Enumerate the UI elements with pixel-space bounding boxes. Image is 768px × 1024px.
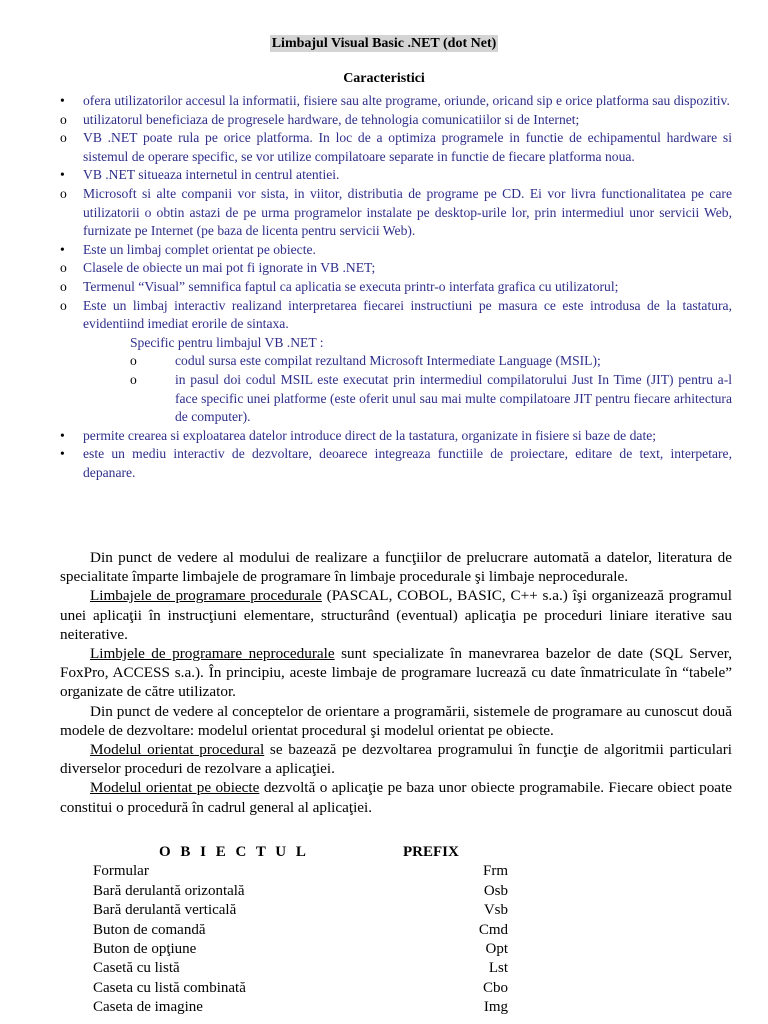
table-row: Formular Frm — [93, 863, 508, 880]
bullet-marker: o — [60, 260, 67, 276]
paragraph: Din punct de vedere al conceptelor de orientare a programării, sistemele de programare au cunoscut două modele de dezvoltare: modelul orientat procedural şi modelul orientat pe obiecte. — [60, 702, 732, 739]
list-item: o Este un limbaj interactiv realizand interpretarea fiecarei instructiuni pe masura ce este introdusa de la tastatura, evidentiind imediat erorile de sintaxa. — [60, 297, 732, 332]
list-item: o Microsoft si alte companii vor sista, in viitor, distributia de programe pe CD. Ei vor livra functionalitatea pe care utilizatorii o obtin astazi de pe urma programelor instalate pe desktop-urile lor, prin intermediul unor servicii Web, furnizate pe Internet (pe baza de licenta pentru servicii Web). — [60, 185, 732, 239]
bullet-marker: • — [60, 167, 65, 183]
bullet-marker: o — [60, 111, 67, 127]
column-header-prefix: PREFIX — [403, 844, 459, 860]
table-row: Caseta de imagine Img — [93, 999, 508, 1016]
bullet-marker: o — [60, 185, 67, 201]
table-row: Bară derulantă orizontală Osb — [93, 882, 508, 899]
table-row: Bară derulantă verticală Vsb — [93, 902, 508, 919]
section-heading: Caracteristici — [343, 71, 425, 86]
bullet-marker: o — [130, 371, 137, 387]
list-item: • permite crearea si exploatarea datelor introduce direct de la tastatura, organizate in fisiere si baze de date; — [60, 427, 732, 446]
column-header-object: O B I E C T U L — [159, 844, 309, 860]
bullet-marker: • — [60, 427, 65, 443]
bullet-marker: • — [60, 446, 65, 462]
sub-list-item: o in pasul doi codul MSIL este executat prin intermediul compilatorului Just In Time (JIT) pentru a-l face specific unei platforme (este oferit unul sau mai multe compilatoare JIT pentru fiecare arhitectura de computer). — [130, 371, 732, 425]
specific-heading: Specific pentru limbajul VB .NET : — [130, 334, 324, 350]
list-item: o utilizatorul beneficiaza de progresele hardware, de tehnologia comunicatiilor si de Internet; — [60, 111, 732, 130]
paragraph: Limbajele de programare procedurale (PASCAL, COBOL, BASIC, C++ s.a.) îşi organizează programul unei aplicaţii în instrucţiuni elementare, structurând (eventual) aplicaţia pe proceduri liniare iterative sau neiterative. — [60, 587, 732, 643]
table-header — [93, 843, 513, 862]
body-text — [60, 548, 732, 817]
bullet-marker: o — [130, 353, 137, 369]
prefix-table — [93, 843, 513, 1018]
list-item: o Termenul “Visual” semnifica faptul ca aplicatia se executa printr-o interfata grafica cu utilizatorul; — [60, 278, 732, 297]
bullet-marker: o — [60, 130, 67, 146]
list-item: • ofera utilizatorilor accesul la informatii, fisiere sau alte programe, oriunde, oricand sip e orice platforma sau dispozitiv. — [60, 92, 732, 111]
bullet-marker: o — [60, 297, 67, 313]
table-row: Casetă cu listă Lst — [93, 960, 508, 977]
paragraph: Din punct de vedere al modului de realizare a funcţiilor de prelucrare automată a datelor, literatura de specialitate împarte limbajele de programare în limbaje procedurale şi limbaje neprocedurale. — [60, 549, 732, 586]
list-item: o Clasele de obiecte un mai pot fi ignorate in VB .NET; — [60, 259, 732, 278]
characteristics-list — [60, 92, 732, 482]
bullet-marker: o — [60, 278, 67, 294]
table-row: Buton de opţiune Opt — [93, 941, 508, 958]
document-title: Limbajul Visual Basic .NET (dot Net) — [271, 36, 497, 51]
sub-list-item: o codul sursa este compilat rezultand Microsoft Intermediate Language (MSIL); — [60, 352, 732, 371]
paragraph: Limbjele de programare neprocedurale sunt specializate în manevrarea bazelor de date (SQL Server, FoxPro, ACCESS s.a.). În principiu, aceste limbaje de programare lucrează cu date înmatriculate în “tabele” organizate de către utilizator. — [60, 645, 732, 701]
paragraph: Modelul orientat pe obiecte dezvoltă o aplicaţie pe baza unor obiecte programabile. Fiecare obiect poate constitui o procedură în cadrul general al aplicaţiei. — [60, 779, 732, 816]
table-row: Caseta cu listă combinată Cbo — [93, 979, 508, 996]
paragraph: Modelul orientat procedural se bazează pe dezvoltarea programului în funcţie de algoritmii particulari diverselor proceduri de rezolvare a aplicaţiei. — [60, 741, 732, 778]
list-item: o VB .NET poate rula pe orice platforma. In loc de a optimiza programele in functie de echipamentul hardware si sistemul de operare specific, se vor utilize compilatoare separate in functie de fiecare platforma noua. — [60, 130, 732, 164]
table-row: Buton de comandă Cmd — [93, 921, 508, 938]
list-item: • VB .NET situeaza internetul in centrul atentiei. — [60, 166, 732, 185]
list-item: • Este un limbaj complet orientat pe obiecte. — [60, 241, 732, 260]
bullet-marker: • — [60, 241, 65, 257]
list-item: • este un mediu interactiv de dezvoltare, deoarece integreaza functiile de proiectare, editare de text, interpetare, depanare. — [60, 446, 732, 480]
bullet-marker: • — [60, 93, 65, 108]
